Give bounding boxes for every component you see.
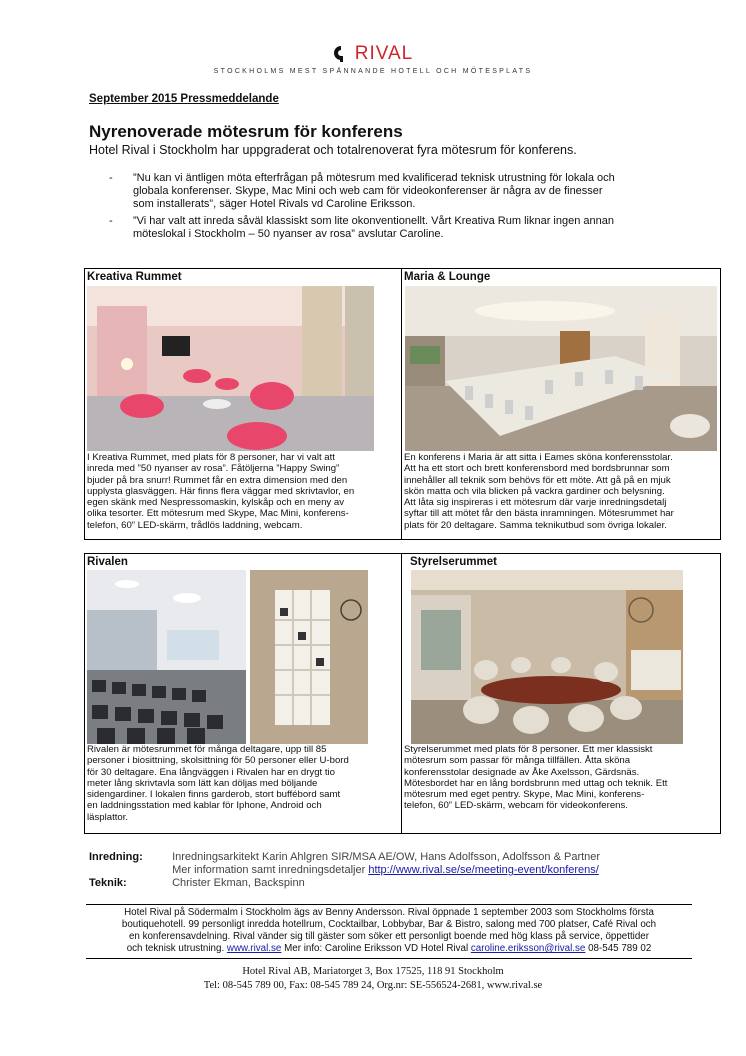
room-description: I Kreativa Rummet, med plats för 8 personer, har vi valt att inreda med ”50 nyanser av rosa”. Fåtöljerna ”Happy Swing” bjuder på bra snurr! Rummet får en extra dimension med den upplysta glasväggen. Här finns flera väggar med skrivtavlor, en egen skänk med Nespressomaskin, kylskåp och en meny av olika tesorter. Ett mötesrum med Skype, Mac Mini, konferens- telefon, 60” LED-skärm, trådlös laddning, webcam. xyxy=(87,452,355,531)
room-title: Kreativa Rummet xyxy=(87,271,182,283)
quote-list xyxy=(89,172,709,245)
footer-divider xyxy=(86,958,692,959)
tagline: STOCKHOLMS MEST SPÄNNANDE HOTELL OCH MÖTESPLATS xyxy=(213,68,533,75)
credits-interior xyxy=(89,851,600,863)
logo xyxy=(0,43,746,68)
room-title: Maria & Lounge xyxy=(404,271,491,283)
company-contact: Tel: 08-545 789 00, Fax: 08-545 789 24, Org.nr: SE-556524-2681, www.rival.se xyxy=(203,980,543,991)
quote-item: - ”Nu kan vi äntligen möta efterfrågan på mötesrum med kvalificerad teknisk utrustning för lokala och globala konferenser. Skype, Mac Mini och web cam för videokonferenser är några av de finesser som installerats”, säger Hotel Rivals vd Caroline Eriksson. xyxy=(109,172,615,210)
credits-tech xyxy=(89,877,305,889)
photo-kreativa-rummet xyxy=(87,286,374,451)
quote-item: - ”Vi har valt att inreda såväl klassiskt som lite okonventionellt. Vårt Kreativa Rum liknar ingen annan möteslokal i Stockholm – 50 nyanser av rosa” avslutar Caroline. xyxy=(109,215,614,240)
website-link[interactable]: www.rival.se xyxy=(226,943,282,954)
room-kreativa xyxy=(85,269,401,539)
credits-more-info xyxy=(89,864,599,876)
more-info-link[interactable]: http://www.rival.se/se/meeting-event/konferens/ xyxy=(368,864,599,876)
footer-about: Hotel Rival på Södermalm i Stockholm ägs av Benny Andersson. Rival öppnade 1 september 2003 som Stockholms första boutiquehotell. 99 personligt inredda hotellrum, Cocktailbar, Lobbybar, Bar & Bistro, salong med 700 platser, Café Rival och en konferensavdelning. Rival vänder sig till gäster som söker ett personligt boende med hög klass på service, öppettider och teknisk utrustning. www.rival.se Mer info: Caroline Eriksson VD Hotel Rival caroline.eriksson@rival.se 08-545 789 02 xyxy=(121,907,657,954)
tech-value: Christer Ekman, Backspinn xyxy=(172,877,305,889)
room-description: Styrelserummet med plats för 8 personer. Ett mer klassiskt mötesrum som passar för många tillfällen. Åtta sköna konferensstolar designade av Åke Axelsson, Gärdsnäs. Mötesbordet har en lång bordsbrunn med uttag och teknik. Ett mötesrum med eget pentry. Skype, Mac Mini, konferens- telefon, 60” LED-skärm, webcam för videokonferens. xyxy=(404,744,668,812)
email-link[interactable]: caroline.eriksson@rival.se xyxy=(470,943,586,954)
interior-label: Inredning: xyxy=(89,851,143,863)
press-label: September 2015 Pressmeddelande xyxy=(89,93,279,105)
room-title: Rivalen xyxy=(87,556,128,568)
rooms-table-top xyxy=(84,268,721,540)
photo-maria-lounge xyxy=(405,286,717,451)
room-description: En konferens i Maria är att sitta i Eames sköna konferensstolar. Att ha ett stort och brett konferensbord med bordsbrunnar som innehåller all teknik som behövs för ett möte. Att gå på en mjuk skön matta och vila blicken på vackra gardiner och belysning. Att låta sig inspireras i ett mötesrum där varje inredningsdetalj syftar till att mötet får den bästa inramningen. Mötesrummet har plats för 20 deltagare. Samma teknikutbud som övriga lokaler. xyxy=(404,452,674,531)
tech-label: Teknik: xyxy=(89,877,127,889)
logo-text: RIVAL xyxy=(354,43,414,64)
company-address: Hotel Rival AB, Mariatorget 3, Box 17525, 118 91 Stockholm xyxy=(242,966,504,977)
footer-divider xyxy=(86,904,692,905)
lead-paragraph: Hotel Rival i Stockholm har uppgraderat och totalrenoverat fyra mötesrum för konferens. xyxy=(89,143,577,157)
room-rivalen xyxy=(85,554,401,833)
rival-logo-icon xyxy=(333,45,349,63)
more-info-text: Mer information samt inredningsdetaljer xyxy=(172,864,366,876)
room-title: Styrelserummet xyxy=(410,556,497,568)
room-styrelse xyxy=(402,554,720,833)
page-title: Nyrenoverade mötesrum för konferens xyxy=(89,122,403,141)
photo-styrelserummet xyxy=(411,570,683,744)
room-description: Rivalen är mötesrummet för många deltagare, upp till 85 personer i biosittning, skolsittning för 50 personer eller U-bord för 30 deltagare. Ena långväggen i Rivalen har en drygt tio meter lång skrivtavla som lätt kan döljas med böljande sidengardiner. I lokalen finns garderob, stort buffébord samt en laddningsstation med kablar för Iphone, Android och läsplattor. xyxy=(87,744,349,823)
interior-value: Inredningsarkitekt Karin Ahlgren SIR/MSA AE/OW, Hans Adolfsson, Adolfsson & Partner xyxy=(172,851,601,863)
photo-rivalen-charging-station xyxy=(250,570,368,744)
rooms-table-bottom xyxy=(84,553,721,834)
photo-rivalen-room xyxy=(87,570,246,744)
room-maria xyxy=(402,269,720,539)
